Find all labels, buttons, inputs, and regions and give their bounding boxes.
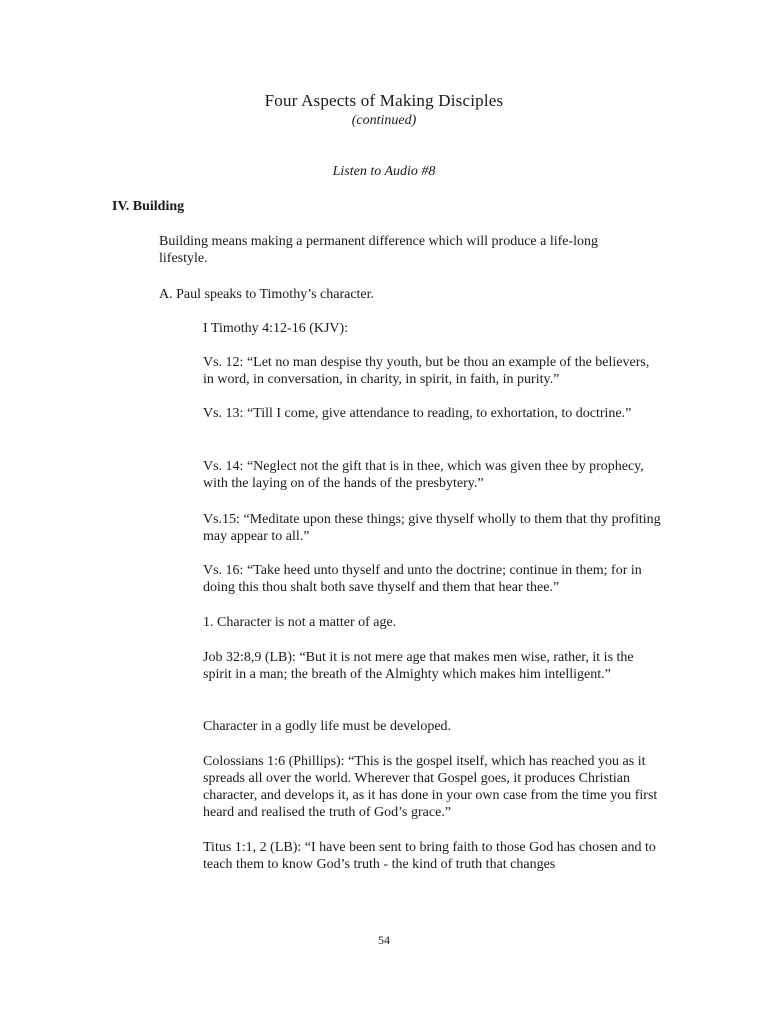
page-subtitle: (continued): [351, 113, 417, 128]
point-a: A. Paul speaks to Timothy’s character.: [159, 287, 375, 302]
point-1: 1. Character is not a matter of age.: [203, 615, 397, 630]
page-title: Four Aspects of Making Disciples: [264, 91, 504, 110]
page-number: 54: [378, 933, 390, 947]
titus-quote: Titus 1:1, 2 (LB): “I have been sent to bring faith to those God has chosen and to teach them to know God’s truth - the kind of truth that changes: [203, 840, 656, 872]
section-heading: IV. Building: [112, 199, 185, 214]
character-developed: Character in a godly life must be developed.: [203, 719, 452, 734]
verse-13: Vs. 13: “Till I come, give attendance to reading, to exhortation, to doctrine.”: [203, 406, 632, 421]
scripture-reference: I Timothy 4:12-16 (KJV):: [203, 321, 349, 336]
verse-12: Vs. 12: “Let no man despise thy youth, but be thou an example of the believers, in word, in conversation, in charity, in spirit, in faith, in purity.”: [203, 355, 650, 387]
verse-16: Vs. 16: “Take heed unto thyself and unto the doctrine; continue in them; for in doing this thou shalt both save thyself and them that hear thee.”: [203, 563, 642, 595]
verse-14: Vs. 14: “Neglect not the gift that is in thee, which was given thee by prophecy, with the laying on of the hands of the presbytery.”: [203, 459, 644, 491]
audio-note: Listen to Audio #8: [332, 164, 436, 179]
colossians-quote: Colossians 1:6 (Phillips): “This is the gospel itself, which has reached you as it spreads all over the world. Wherever that Gospel goes, it produces Christian character, and develops it, as it has done in your own case from the time you first heard and realised the truth of God’s grace.”: [203, 754, 658, 820]
job-quote: Job 32:8,9 (LB): “But it is not mere age that makes men wise, rather, it is the spirit in a man; the breath of the Almighty which makes him intelligent.”: [203, 650, 634, 682]
intro-paragraph: Building means making a permanent difference which will produce a life-long lifestyle.: [159, 234, 599, 266]
verse-15: Vs.15: “Meditate upon these things; give thyself wholly to them that thy profiting may appear to all.”: [203, 512, 661, 544]
